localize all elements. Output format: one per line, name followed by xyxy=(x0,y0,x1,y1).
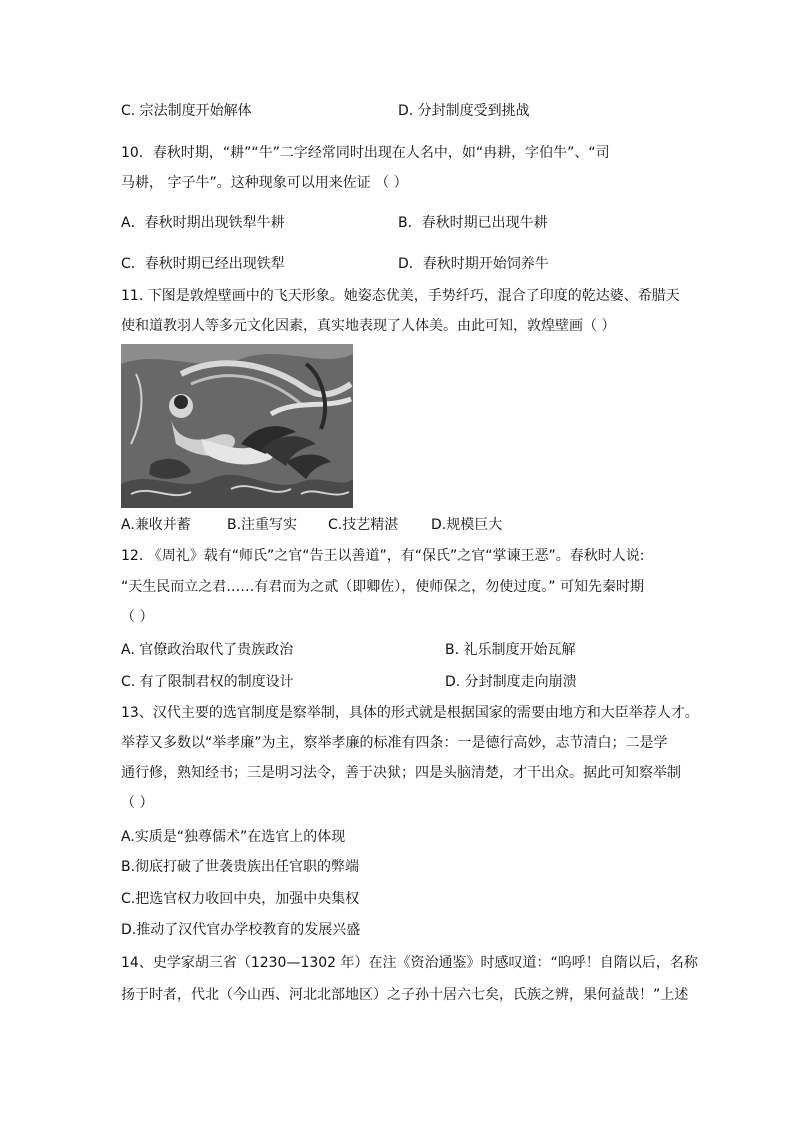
q10-option-b: B．春秋时期已出现牛耕 xyxy=(398,215,548,231)
q11-option-c: C.技艺精湛 xyxy=(328,517,399,533)
q12-stem-line-2: “天生民而立之君……有君而为之贰（即卿佐），使师保之，勿使过度。” 可知先秦时期 xyxy=(121,579,644,595)
q13-option-a: A.实质是“独尊儒术”在选官上的体现 xyxy=(121,829,346,845)
q14-stem-line-2: 扬于时者，代北（今山西、河北北部地区）之子孙十居六七矣，氏族之辨，果何益哉！”上述 xyxy=(121,987,689,1003)
q12-option-b: B. 礼乐制度开始瓦解 xyxy=(445,642,576,658)
q14-stem-line-1: 14、史学家胡三省（1230—1302 年）在注《资治通鉴》时感叹道：“呜呼！自隋以后，名称 xyxy=(121,955,698,971)
dunhuang-flying-apsara-mural-image xyxy=(121,344,353,508)
q12-stem-line-1: 12. 《周礼》载有“师氏”之官“告王以善道”，有“保氏”之官“掌谏王恶”。春秋时人说: xyxy=(121,548,645,564)
q13-stem-line-2: 举荐又多数以“举孝廉”为主，察举孝廉的标准有四条：一是德行高妙，志节清白；二是学 xyxy=(121,735,668,751)
q12-stem-line-3: （ ） xyxy=(121,609,154,625)
q10-option-a: A．春秋时期出现铁犁牛耕 xyxy=(121,215,285,231)
q10-stem-line-2: 马耕， 字子牛”。这种现象可以用来佐证 （ ） xyxy=(121,175,408,191)
q13-option-d: D.推动了汉代官办学校教育的发展兴盛 xyxy=(121,922,361,938)
q13-option-b: B.彻底打破了世袭贵族出任官职的弊端 xyxy=(121,859,360,875)
q12-option-a: A. 官僚政治取代了贵族政治 xyxy=(121,642,294,658)
q11-option-d: D.规模巨大 xyxy=(431,517,503,533)
q9-option-d: D. 分封制度受到挑战 xyxy=(398,103,530,119)
q11-stem-line-1: 11. 下图是敦煌壁画中的飞天形象。她姿态优美，手势纤巧，混合了印度的乾达婆、希腊天 xyxy=(121,288,680,304)
q11-option-b: B.注重写实 xyxy=(227,517,298,533)
q13-stem-line-1: 13、汉代主要的选官制度是察举制，具体的形式就是根据国家的需要由地方和大臣举荐人才。 xyxy=(121,705,699,721)
q9-option-c: C. 宗法制度开始解体 xyxy=(121,103,252,119)
q10-stem-line-1: 10．春秋时期，“耕”“牛”二字经常同时出现在人名中，如“冉耕，字伯牛”、“司 xyxy=(121,145,610,161)
q13-stem-line-3: 通行修，熟知经书；三是明习法令，善于决狱；四是头脑清楚，才干出众。据此可知察举制 xyxy=(121,765,681,781)
q11-option-a: A.兼收并蓄 xyxy=(121,517,191,533)
q11-stem-line-2: 使和道教羽人等多元文化因素，真实地表现了人体美。由此可知，敦煌壁画（ ） xyxy=(121,318,616,334)
q10-option-c: C．春秋时期已经出现铁犁 xyxy=(121,256,285,272)
q12-option-c: C. 有了限制君权的制度设计 xyxy=(121,674,294,690)
q10-option-d: D．春秋时期开始饲养牛 xyxy=(398,256,549,272)
q13-stem-line-4: （ ） xyxy=(121,795,154,811)
q13-option-c: C.把选官权力收回中央，加强中央集权 xyxy=(121,891,360,907)
q12-option-d: D. 分封制度走向崩溃 xyxy=(445,674,577,690)
q11-options-row xyxy=(121,515,502,535)
